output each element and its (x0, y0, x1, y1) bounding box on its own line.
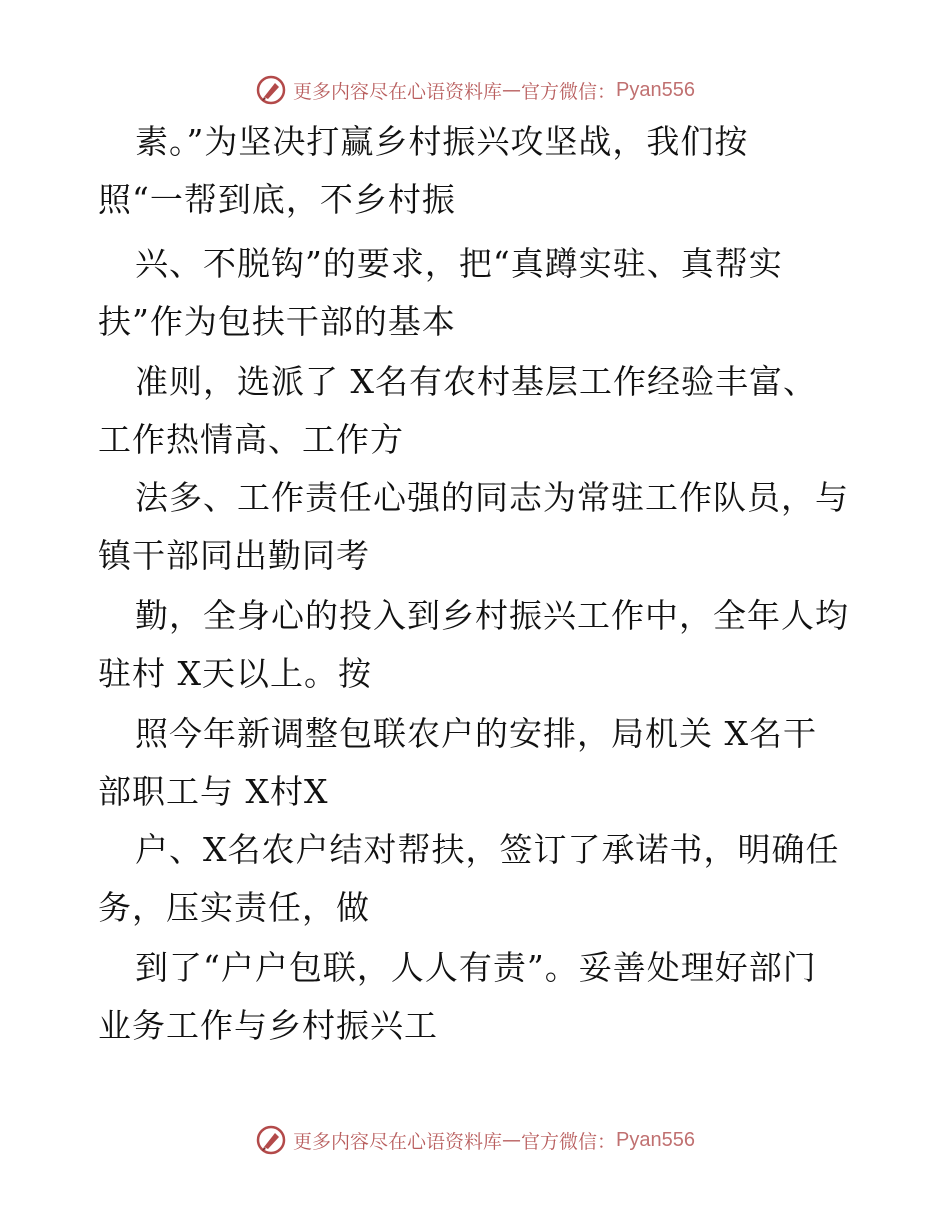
body-line: 勤，全身心的投入到乡村振兴工作中，全年人均 (135, 596, 849, 635)
body-line: 扶”作为包扶干部的基本 (98, 302, 456, 341)
body-line: 务，压实责任，做 (98, 888, 370, 927)
body-line: 素。”为坚决打赢乡村振兴攻坚战，我们按 (135, 122, 749, 161)
body-line: 到了“户户包联，人人有责”。妥善处理好部门 (135, 948, 817, 987)
body-line: 驻村 X天以上。按 (98, 654, 372, 693)
body-line: 兴、不脱钩”的要求，把“真蹲实驻、真帮实 (135, 244, 783, 283)
watermark-separator: — (502, 79, 522, 101)
watermark-text: 更多内容尽在心语资料库 (293, 80, 503, 103)
body-line: 照今年新调整包联农户的安排，局机关 X名干 (135, 714, 817, 753)
header-watermark (0, 70, 950, 110)
body-line: 镇干部同出勤同考 (98, 536, 370, 575)
body-line: 户、X名农户结对帮扶，签订了承诺书，明确任 (135, 830, 840, 869)
body-line: 业务工作与乡村振兴工 (98, 1006, 438, 1045)
body-line: 准则，选派了 X名有农村基层工作经验丰富、 (135, 362, 817, 401)
watermark-separator: — (502, 1129, 522, 1151)
pen-nib-logo-icon (255, 1124, 287, 1156)
body-line: 工作热情高、工作方 (98, 420, 404, 459)
body-line: 照“一帮到底，不乡村振 (98, 180, 456, 219)
watermark-wechat-label: 官方微信： (521, 80, 617, 103)
watermark-text: 更多内容尽在心语资料库 (293, 1130, 503, 1153)
body-line: 法多、工作责任心强的同志为常驻工作队员，与 (135, 478, 849, 517)
footer-watermark (0, 1120, 950, 1160)
body-line: 部职工与 X村X (98, 772, 329, 811)
watermark-wechat-id: Pyan556 (616, 1128, 695, 1151)
pen-nib-logo-icon (255, 74, 287, 106)
watermark-wechat-id: Pyan556 (616, 78, 695, 101)
watermark-wechat-label: 官方微信： (521, 1130, 617, 1153)
